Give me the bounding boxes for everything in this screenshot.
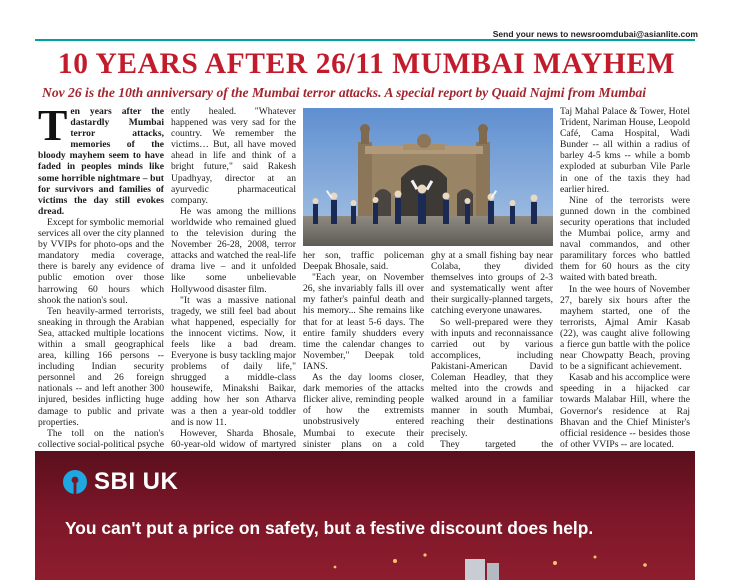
lede-paragraph bbox=[38, 101, 164, 217]
sbi-uk-logo bbox=[62, 467, 178, 497]
header-rule bbox=[35, 39, 695, 41]
article-column-3 bbox=[303, 250, 424, 483]
paragraph: "It was a massive national tragedy, we still feel bad about what happened, especially for the innocent victims. Now, it feels like a bad dream. Everyone is busy tackling major problems of daily life," shrugged a middle-class housewife, Minakshi Baikar, adding how her son Atharva was a then a year-old toddler and is now 11. bbox=[171, 294, 296, 428]
ad-tagline: You can't put a price on safety, but a festive discount does help. bbox=[65, 518, 594, 538]
paragraph: Kasab and his accomplice were speeding in a hijacked car towards Malabar Hill, where the Governor's residence at Raj Bhavan and the Chief Minister's official residence -- besides those of other VVIPs -- are located. bbox=[560, 372, 690, 450]
article-column-4 bbox=[431, 250, 553, 472]
drop-cap: T bbox=[38, 101, 68, 150]
paragraph: "Each year, on November 26, she invariably falls ill over my father's painful death and his memory... She remains like that for at least 5-6 days. The entire family shudders every time the calendar changes to November," Deepak told IANS. bbox=[303, 272, 424, 372]
paragraph: Taj Mahal Palace & Tower, Hotel Trident, Nariman House, Leopold Café, Cama Hospital, Wadi Bunder -- all within a radius of barley 4-5 kms -- while a bomb exploded at suburban Vile Parle in one of the taxis they had earlier hired. bbox=[560, 106, 690, 195]
page-header bbox=[0, 0, 733, 41]
paragraph: The toll on the nation's collective social-political psyche bbox=[38, 427, 164, 450]
article-column-5 bbox=[560, 106, 690, 450]
sbi-uk-advertisement[interactable] bbox=[35, 451, 695, 580]
paragraph: However, Sharda Bhosale, 60-year-old widow of martyred bbox=[171, 427, 296, 450]
sbi-keyhole-icon bbox=[62, 469, 88, 495]
paragraph: As the day looms closer, dark memories of the attacks flicker alive, reminding people of how the extremists unobstrusively entered Mumbai to execute their sinister plans on a cold bbox=[303, 372, 424, 450]
paragraph: ently healed. "Whatever happened was very sad for the country. We remember the victims… But, all have moved ahead in life and think of a bright future," said Rakesh Upadhyay, director at an ayurvedic pharmaceutical company. bbox=[171, 106, 296, 206]
paragraph: Except for symbolic memorial services all over the city planned by VVIPs for photo-ops and the mandatory media coverage, there is barely any evidence of public emotion over those harrowing 60 hours which shook the nation's soul. bbox=[38, 216, 165, 306]
sbi-uk-logo-text: SBI UK bbox=[94, 468, 179, 495]
photo-illustration bbox=[303, 108, 553, 246]
paragraph: Ten heavily-armed terrorists, sneaking in through the Arabian Sea, attacked multiple locations within a small geographical area, killing 166 persons -- including Indian security personnel and 26 foreign nationals -- and left another 300 injured, besides inflicting huge damage to public and private properties. bbox=[38, 305, 164, 428]
paragraph: ghy at a small fishing bay near Colaba, they divided themselves into groups of 2-3 and systematically went after their surgically-planned targets, catching everyone unawares. bbox=[431, 250, 553, 317]
paragraph: He was among the millions worldwide who remained glued to the television during the November 26-28, 2008, terror attacks and watched the real-life drama live – and it unfolded like some unbelievable Hollywood disaster film. bbox=[171, 205, 296, 295]
article-column-1 bbox=[38, 101, 165, 472]
paragraph: her son, traffic policeman Deepak Bhosale, said. bbox=[303, 250, 424, 273]
gateway-of-india-photo bbox=[303, 108, 553, 246]
send-news-email[interactable]: Send your news to newsroomdubai@asianlite.com bbox=[492, 29, 698, 39]
headline: 10 YEARS AFTER 26/11 MUMBAI MAYHEM bbox=[57, 48, 676, 80]
paragraph: They targeted the bbox=[440, 438, 553, 450]
article-column-2 bbox=[171, 106, 296, 505]
paragraph: In the wee hours of November 27, barely six hours after the mayhem started, one of the terrorists, Ajmal Amir Kasab (22), was caught alive following a fierce gun battle with the police near Chowpatty Beach, proving to be a significant achievement. bbox=[560, 283, 690, 373]
paragraph: Nine of the terrorists were gunned down in the combined security operations that included the Mumbai police, army and naval commandos, and other paramilitary forces who battled them for 60 hours as the city waited with bated breath. bbox=[560, 194, 690, 284]
subheadline: Nov 26 is the 10th anniversary of the Mumbai terror attacks. A special report by Quaid Najmi from Mumbai bbox=[42, 85, 647, 100]
lede-text: en years after the dastardly Mumbai terror attacks, memories of the bloody mayhem seem to have faded in peoples minds like some horrible nightmare – but for survivors and families of victims the day still evokes dread. bbox=[38, 106, 164, 217]
paragraph: So well-prepared were they with inputs and reconnaissance carried out by various accomplices, including Pakistani-American David Coleman Headley, that they melted into the crowds and walked around in a familiar manner in south Mumbai, reaching their destinations precisely. bbox=[431, 316, 553, 439]
